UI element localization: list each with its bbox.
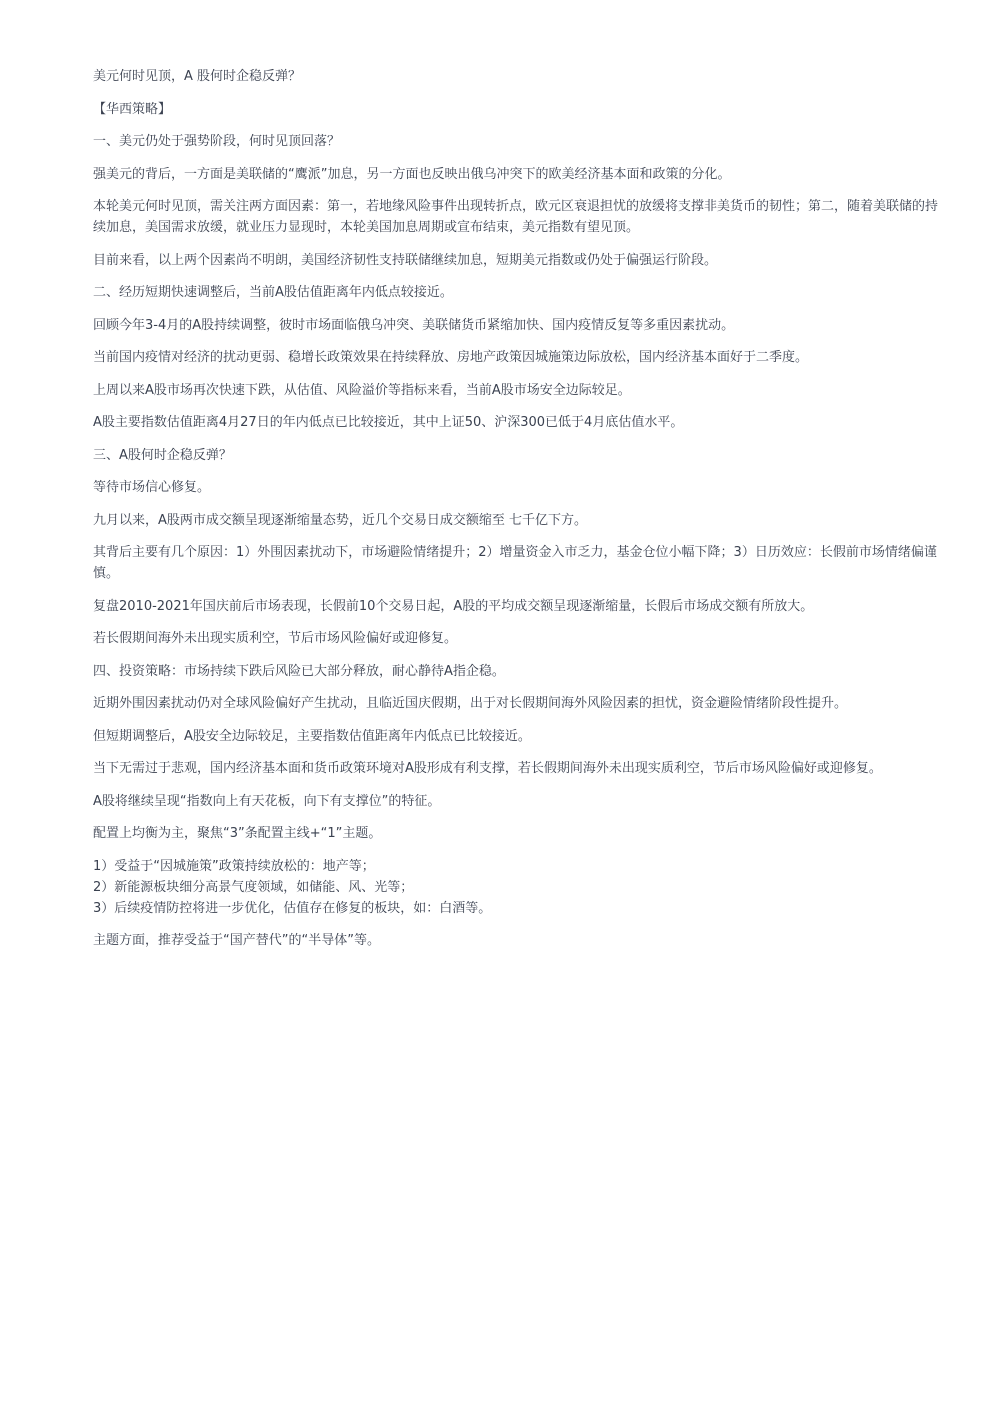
section-heading-2: 二、经历短期快速调整后，当前A股估值距离年内低点较接近。	[93, 285, 453, 300]
section-heading-4: 四、投资策略：市场持续下跌后风险已大部分释放，耐心静待A指企稳。	[93, 663, 505, 679]
paragraph: 等待市场信心修复。	[93, 480, 211, 495]
allocation-list	[93, 856, 945, 919]
closing-paragraph: 主题方面，推荐受益于“国产替代”的“半导体”等。	[93, 933, 380, 948]
paragraph: A股将继续呈现“指数向上有天花板，向下有支撑位”的特征。	[93, 793, 441, 809]
paragraph: 强美元的背后，一方面是美联储的“鹰派”加息，另一方面也反映出俄乌冲突下的欧美经济基本面和政策的分化。	[93, 166, 731, 182]
paragraph: 目前来看，以上两个因素尚不明朗，美国经济韧性支持联储继续加息，短期美元指数或仍处于偏强运行阶段。	[93, 252, 718, 268]
paragraph: 近期外围因素扰动仍对全球风险偏好产生扰动，且临近国庆假期，出于对长假期间海外风险因素的担忧，资金避险情绪阶段性提升。	[93, 696, 848, 711]
paragraph: 但短期调整后，A股安全边际较足，主要指数估值距离年内低点已比较接近。	[93, 728, 531, 744]
paragraph: 配置上均衡为主，聚焦“3”条配置主线+“1”主题。	[93, 826, 382, 841]
source-tag: 【华西策略】	[93, 101, 172, 117]
list-item: 1）受益于“因城施策”政策持续放松的：地产等；	[93, 858, 375, 874]
section-heading-1: 一、美元仍处于强势阶段，何时见顶回落？	[93, 134, 341, 149]
list-item: 3）后续疫情防控将进一步优化，估值存在修复的板块，如：白酒等。	[93, 900, 492, 916]
paragraph: 本轮美元何时见顶，需关注两方面因素：第一，若地缘风险事件出现转折点，欧元区衰退担忧的放缓将支撑非美货币的韧性；第二，随着美联储的持续加息，美国需求放缓，就业压力显现时，本轮美国加息周期或宣布结束，美元指数有望见顶。	[93, 199, 939, 235]
paragraph: A股主要指数估值距离4月27日的年内低点已比较接近，其中上证50、沪深300已低于4月底估值水平。	[93, 415, 684, 430]
paragraph: 当前国内疫情对经济的扰动更弱、稳增长政策效果在持续释放、房地产政策因城施策边际放松，国内经济基本面好于二季度。	[93, 350, 809, 365]
document-body	[93, 66, 945, 963]
document-title: 美元何时见顶，A 股何时企稳反弹？	[93, 69, 302, 84]
list-item: 2）新能源板块细分高景气度领域，如储能、风、光等；	[93, 879, 414, 895]
section-heading-3: 三、A股何时企稳反弹？	[93, 447, 232, 463]
paragraph: 复盘2010-2021年国庆前后市场表现，长假前10个交易日起，A股的平均成交额呈现逐渐缩量，长假后市场成交额有所放大。	[93, 598, 814, 614]
paragraph: 其背后主要有几个原因：1）外围因素扰动下，市场避险情绪提升；2）增量资金入市乏力，基金仓位小幅下降；3）日历效应：长假前市场情绪偏谨慎。	[93, 545, 937, 581]
paragraph: 当下无需过于悲观，国内经济基本面和货币政策环境对A股形成有利支撑，若长假期间海外未出现实质利空，节后市场风险偏好或迎修复。	[93, 761, 882, 776]
paragraph: 九月以来，A股两市成交额呈现逐渐缩量态势，近几个交易日成交额缩至 七千亿下方。	[93, 512, 588, 528]
paragraph: 若长假期间海外未出现实质利空，节后市场风险偏好或迎修复。	[93, 631, 458, 646]
paragraph: 回顾今年3-4月的A股持续调整，彼时市场面临俄乌冲突、美联储货币紧缩加快、国内疫情反复等多重因素扰动。	[93, 317, 735, 333]
paragraph: 上周以来A股市场再次快速下跌，从估值、风险溢价等指标来看，当前A股市场安全边际较足。	[93, 382, 631, 398]
